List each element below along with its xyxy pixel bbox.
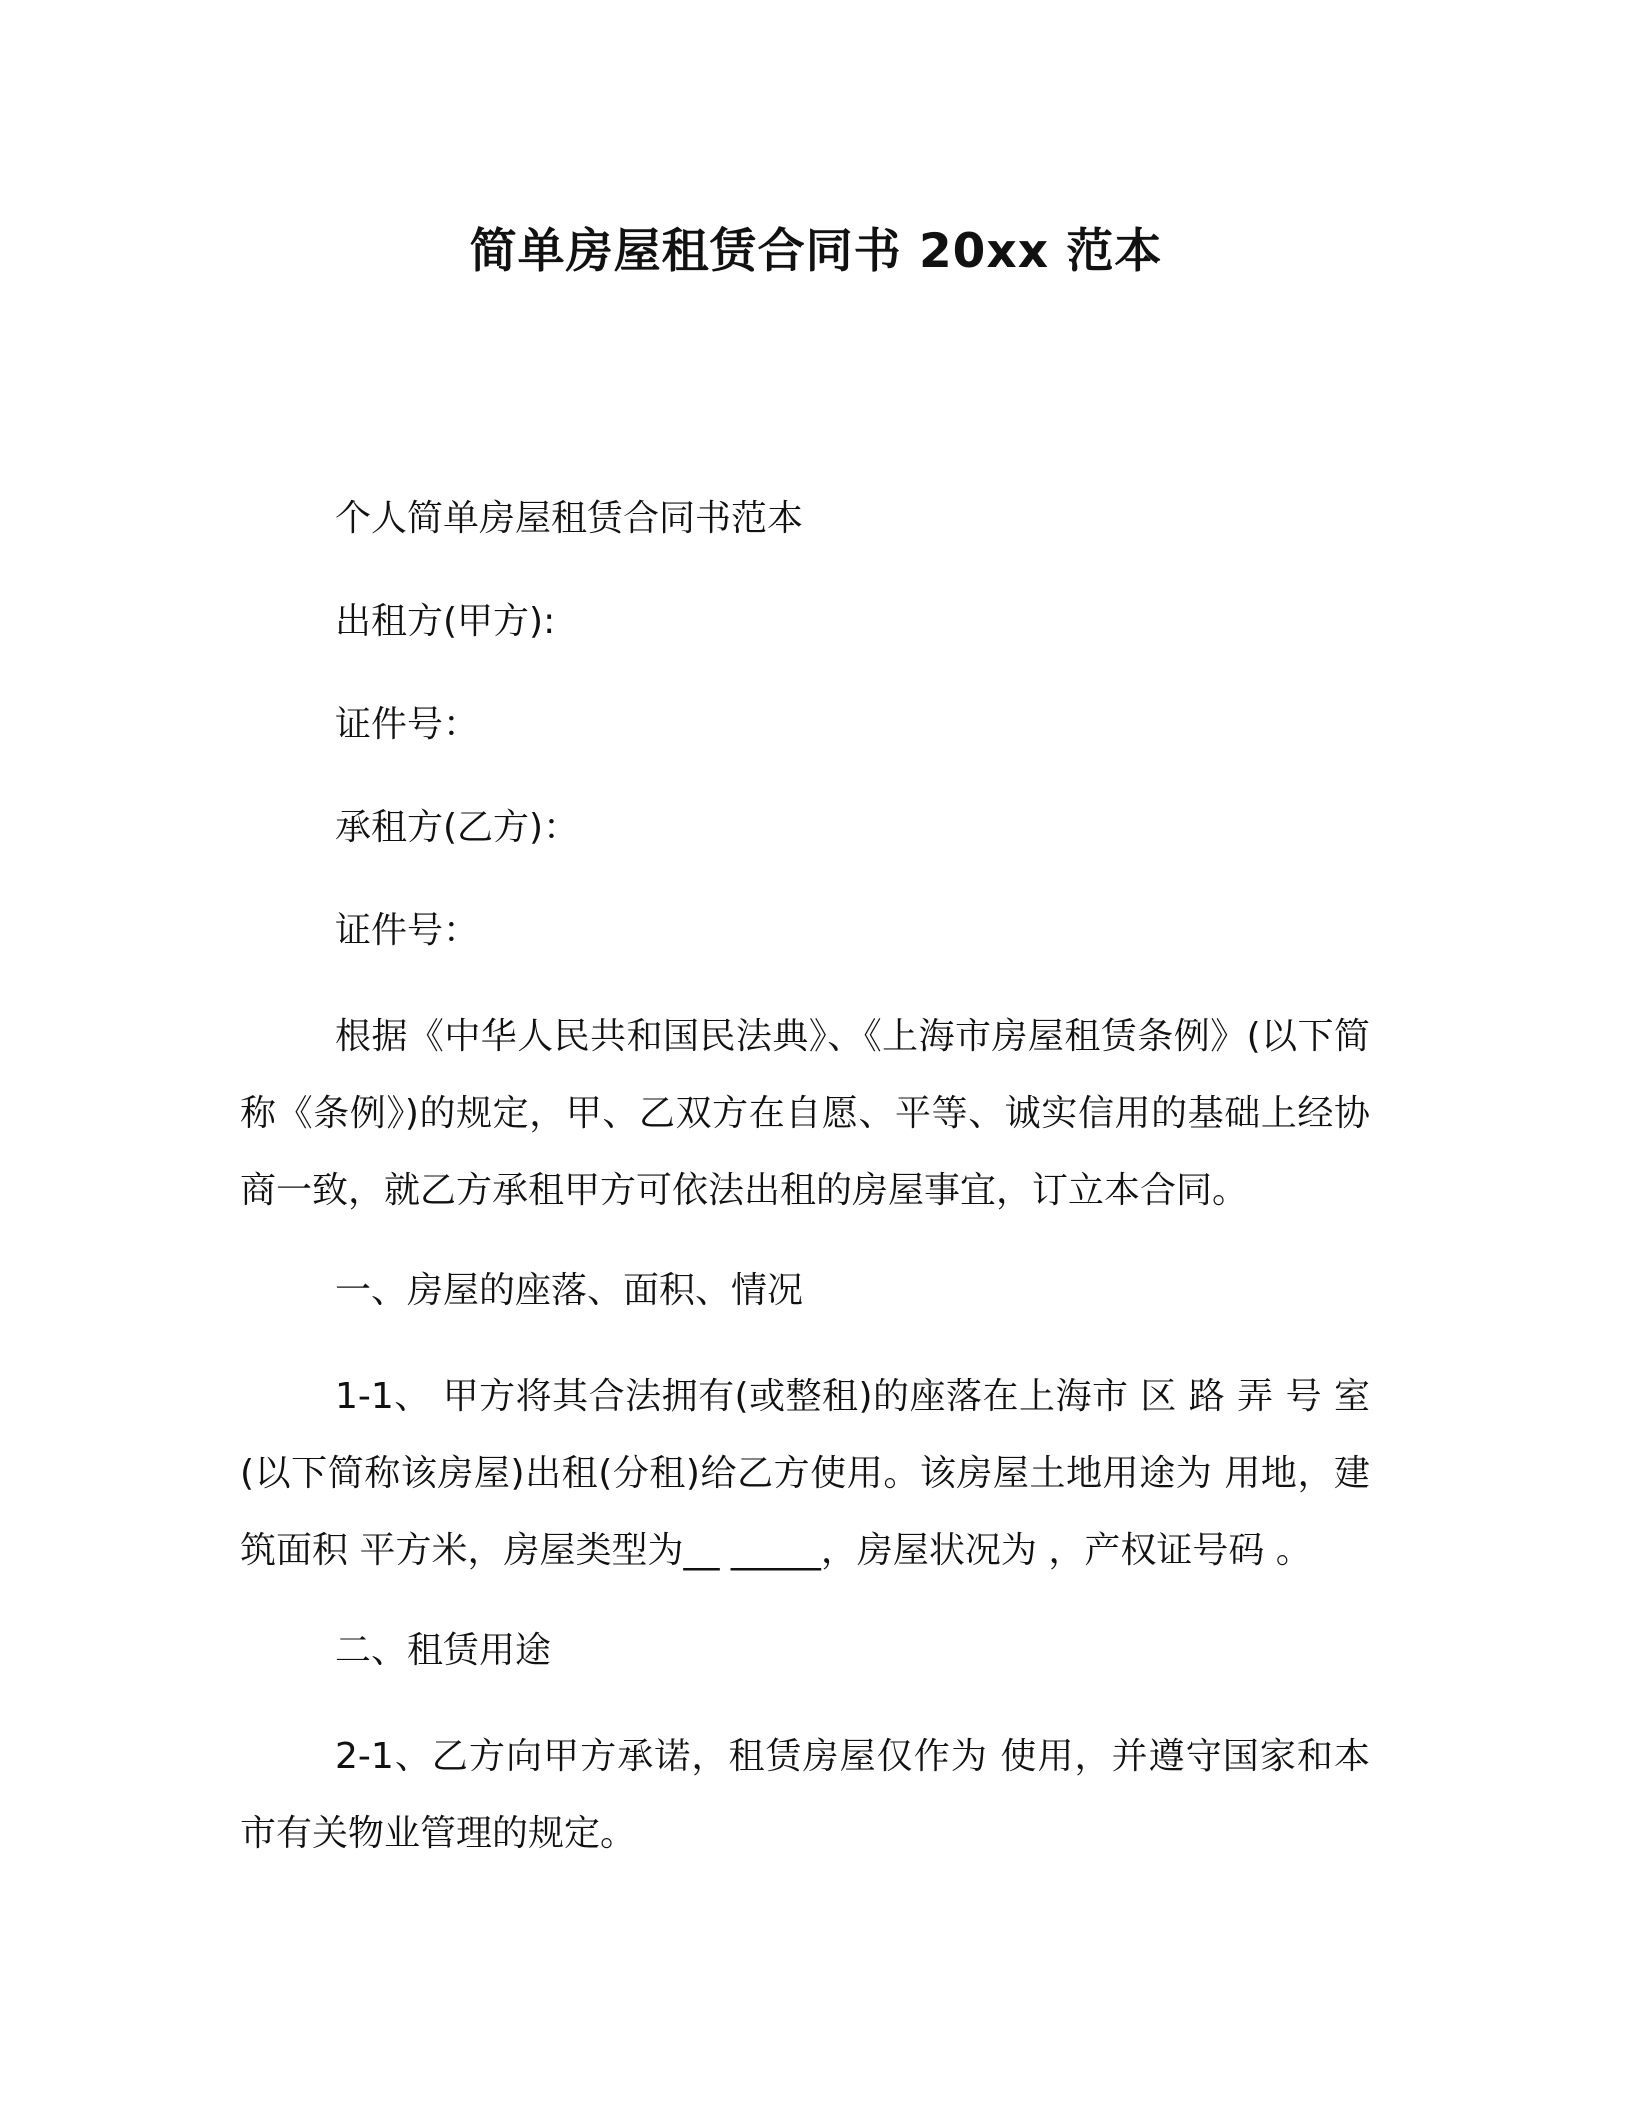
clause-1-1-paragraph: 1-1、 甲方将其合法拥有(或整租)的座落在上海市 区 路 弄 号 室(以下简称该房屋)出租(分租)给乙方使用。该房屋土地用途为 用地，建筑面积 平方米，房屋类型为__ _____，房屋状况为 ，产权证号码 。 [240, 1376, 1370, 1571]
section-2-heading: 二、租赁用途 [335, 1630, 552, 1671]
preamble-paragraph: 根据《中华人民共和国民法典》、《上海市房屋租赁条例》(以下简称《条例》)的规定，甲、乙双方在自愿、平等、诚实信用的基础上经协商一致，就乙方承租甲方可依法出租的房屋事宜，订立本合同。 [240, 1016, 1370, 1211]
document-subtitle: 个人简单房屋租赁合同书范本 [335, 498, 804, 539]
lessee-label: 承租方(乙方)： [335, 807, 580, 848]
lessor-id-label: 证件号： [335, 704, 480, 745]
lessee-id-label: 证件号： [335, 910, 480, 951]
clause-2-1-paragraph: 2-1、乙方向甲方承诺，租赁房屋仅作为 使用，并遵守国家和本市有关物业管理的规定。 [240, 1736, 1370, 1854]
lessor-label: 出租方(甲方): [335, 601, 556, 642]
document-title: 简单房屋租赁合同书 20xx 范本 [469, 224, 1163, 279]
section-1-heading: 一、房屋的座落、面积、情况 [335, 1270, 804, 1311]
